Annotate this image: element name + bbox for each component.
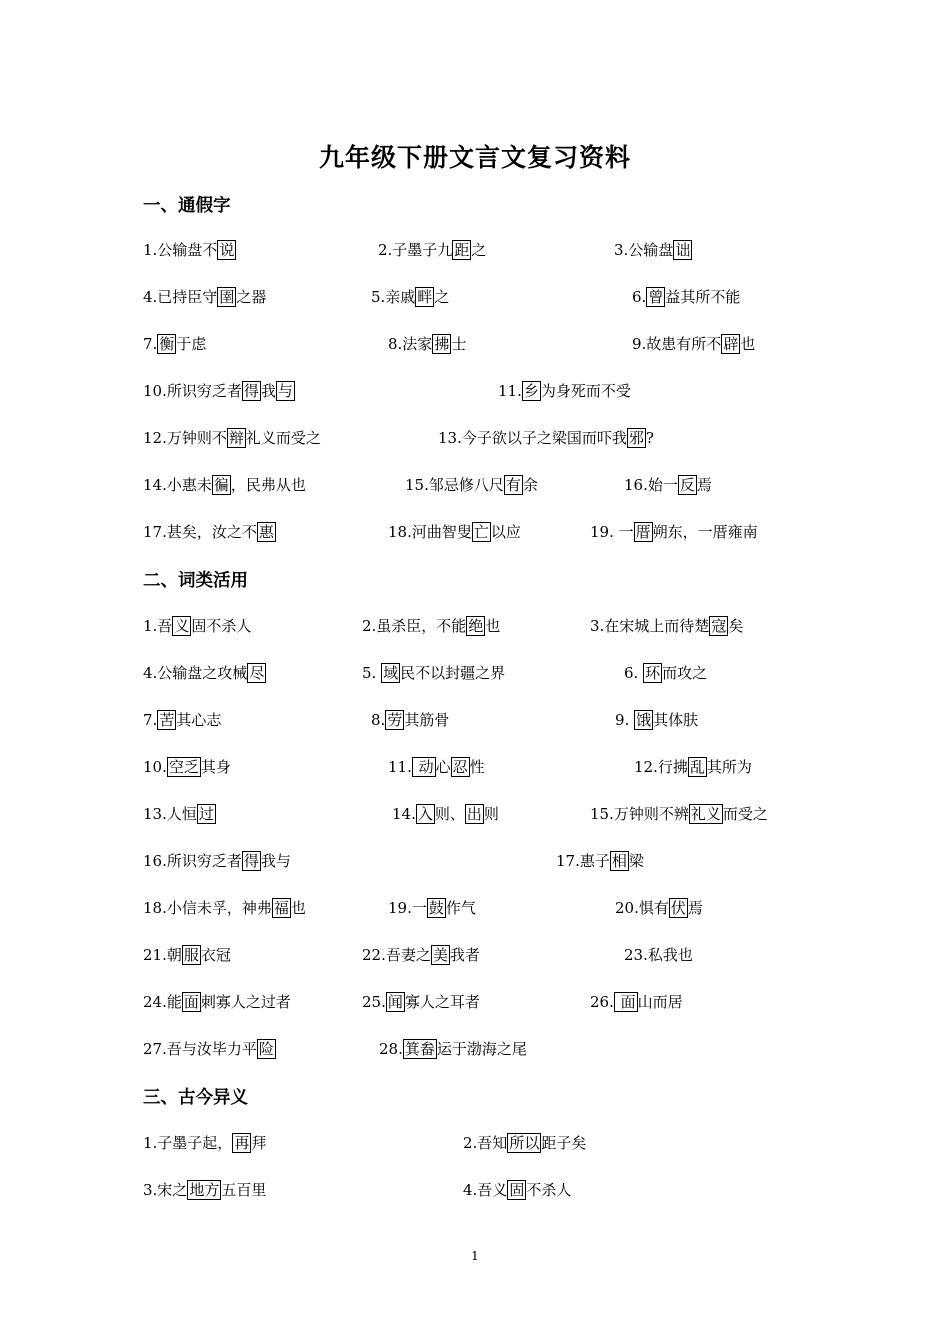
item-text: 19.一 [388, 899, 427, 917]
highlighted-character: 反 [679, 476, 695, 494]
list-item [143, 616, 251, 636]
list-item [362, 663, 505, 683]
highlighted-character: 面 [615, 993, 636, 1011]
item-text: 17.惠子 [556, 852, 610, 870]
highlighted-character: 说 [219, 241, 235, 259]
item-text: 我者 [449, 946, 480, 964]
list-item [590, 522, 758, 542]
item-text: 也 [485, 617, 501, 635]
item-text: 11. [498, 382, 522, 400]
item-text: 其筋骨 [404, 711, 450, 729]
page-title: 九年级下册文言文复习资料 [318, 143, 631, 172]
item-text: 16.始一 [624, 476, 678, 494]
item-text: 12.万钟则不 [143, 429, 227, 447]
item-text: 距子矣 [541, 1134, 587, 1152]
item-text: 19. 一 [590, 523, 634, 541]
highlighted-character: 忍 [452, 758, 468, 776]
item-text: 固不杀人 [191, 617, 252, 635]
highlighted-character: 伏 [670, 899, 686, 917]
item-text: 刺寡人之过者 [200, 993, 291, 1011]
item-text: 1.吾 [143, 617, 173, 635]
item-text: 3.宋之 [143, 1181, 188, 1199]
item-text: 不杀人 [526, 1181, 572, 1199]
item-text: 1.公输盘不 [143, 241, 218, 259]
item-text: 23.私我也 [624, 946, 693, 964]
item-text: 6. [632, 288, 647, 306]
item-text: 17.甚矣，汝之不 [143, 523, 257, 541]
list-item [590, 804, 768, 824]
list-item [634, 757, 752, 777]
item-text: 20.惧有 [615, 899, 669, 917]
list-item [143, 428, 321, 448]
item-text: 焉 [687, 899, 703, 917]
highlighted-character: 过 [198, 805, 214, 823]
item-text: 也 [290, 899, 306, 917]
item-text: 9. [615, 711, 635, 729]
item-text: 于虑 [176, 335, 207, 353]
item-text: 14.小惠未 [143, 476, 212, 494]
item-text: 而攻之 [662, 664, 708, 682]
highlighted-character: 寇 [711, 617, 727, 635]
highlighted-character: 地方 [189, 1181, 220, 1199]
item-text: 2.子墨子九 [378, 241, 453, 259]
item-text: 余 [522, 476, 538, 494]
list-item [498, 381, 631, 401]
item-text: 礼义而受之 [245, 429, 321, 447]
item-text: 24.能 [143, 993, 182, 1011]
item-text: 之 [471, 241, 487, 259]
list-item [378, 240, 486, 260]
item-text: 11. [388, 758, 412, 776]
item-text: 山而居 [637, 993, 683, 1011]
item-text: 8.法家 [388, 335, 433, 353]
item-text: 为身死而不受 [540, 382, 631, 400]
item-text: 27.吾与汝毕力平 [143, 1040, 257, 1058]
highlighted-character: 固 [509, 1181, 525, 1199]
list-item [615, 710, 698, 730]
item-text: 之器 [236, 288, 267, 306]
list-item [624, 945, 693, 965]
list-item [556, 851, 644, 871]
list-item [590, 616, 743, 636]
item-text: 16.所识穷乏者 [143, 852, 242, 870]
list-item [388, 522, 521, 542]
item-text: 其体肤 [653, 711, 699, 729]
list-item [405, 475, 538, 495]
item-text: ? [645, 429, 654, 447]
list-item [371, 710, 449, 730]
highlighted-character: 邪 [628, 429, 644, 447]
list-item [614, 240, 692, 260]
highlighted-character: 苦 [159, 711, 175, 729]
item-text: 18.河曲智叟 [388, 523, 472, 541]
item-text: 21.朝 [143, 946, 182, 964]
list-item [615, 898, 703, 918]
list-item [143, 851, 291, 871]
item-text: 矣 [728, 617, 744, 635]
item-text: 士 [451, 335, 467, 353]
highlighted-character: 徧 [213, 476, 229, 494]
list-item [362, 616, 500, 636]
highlighted-character: 美 [432, 946, 448, 964]
item-text: 12.行拂 [634, 758, 688, 776]
item-text: 而受之 [722, 805, 768, 823]
item-text: 焉 [696, 476, 712, 494]
highlighted-character: 空乏 [168, 758, 199, 776]
item-text: 五百里 [221, 1181, 267, 1199]
highlighted-character: 再 [234, 1134, 250, 1152]
list-item [463, 1180, 571, 1200]
highlighted-character: 相 [611, 852, 627, 870]
list-item [143, 1133, 266, 1153]
item-text: 则 [483, 805, 499, 823]
list-item [388, 334, 466, 354]
highlighted-character: 义 [174, 617, 190, 635]
list-item [371, 287, 449, 307]
item-text: 13.人恒 [143, 805, 197, 823]
highlighted-character: 畔 [417, 288, 433, 306]
list-item [143, 663, 266, 683]
page-number: 1 [471, 1249, 479, 1263]
list-item [143, 898, 306, 918]
item-text: 13.今子欲以子之梁国而吓我 [438, 429, 627, 447]
list-item [143, 804, 216, 824]
highlighted-character: 面 [183, 993, 199, 1011]
list-item [143, 992, 291, 1012]
item-text: 15.万钟则不辨 [590, 805, 689, 823]
highlighted-character: 出 [466, 805, 482, 823]
highlighted-character: 鼓 [428, 899, 444, 917]
list-item [143, 287, 266, 307]
list-item [388, 898, 476, 918]
item-text: 其心志 [176, 711, 222, 729]
item-text: 1.子墨子起， [143, 1134, 233, 1152]
highlighted-character: 劳 [387, 711, 403, 729]
highlighted-character: 衡 [159, 335, 175, 353]
list-item [143, 757, 231, 777]
list-item [379, 1039, 527, 1059]
section-heading-gujinyiyi: 三、古今异义 [143, 1088, 248, 1108]
highlighted-character: 箕畚 [404, 1040, 435, 1058]
item-text: 2.吾知 [463, 1134, 508, 1152]
item-text: 心 [435, 758, 451, 776]
item-text: 3.在宋城上而待楚 [590, 617, 710, 635]
list-item [362, 992, 480, 1012]
highlighted-character: 距 [454, 241, 470, 259]
section-heading-cileihuoyong: 二、词类活用 [143, 571, 248, 591]
item-text: 25. [362, 993, 386, 1011]
item-text: 其身 [200, 758, 231, 776]
item-text: 民不以封疆之界 [400, 664, 506, 682]
highlighted-character: 乱 [689, 758, 705, 776]
list-item [438, 428, 654, 448]
item-text: 寡人之耳者 [404, 993, 480, 1011]
item-text: 之 [434, 288, 450, 306]
item-text: 2.虽杀臣，不能 [362, 617, 467, 635]
item-text: 15.邹忌修八尺 [405, 476, 504, 494]
item-text: 也 [740, 335, 756, 353]
item-text: 9.故患有所不 [632, 335, 722, 353]
highlighted-character: 入 [417, 805, 433, 823]
highlighted-character: 饿 [636, 711, 652, 729]
highlighted-character: 绝 [468, 617, 484, 635]
item-text: 10.所识穷乏者 [143, 382, 242, 400]
list-item [143, 710, 221, 730]
list-item [590, 992, 683, 1012]
item-text: ，民弗从也 [230, 476, 306, 494]
item-text: 以应 [490, 523, 521, 541]
highlighted-character: 曾 [648, 288, 664, 306]
item-text: 3.公输盘 [614, 241, 674, 259]
highlighted-character: 所以 [509, 1134, 540, 1152]
item-text: 我与 [260, 852, 291, 870]
item-text: 作气 [445, 899, 476, 917]
section-heading-tongjiazi: 一、通假字 [143, 196, 231, 216]
highlighted-character: 亡 [473, 523, 489, 541]
highlighted-character: 礼义 [690, 805, 721, 823]
item-text: 14. [392, 805, 416, 823]
item-text: 衣冠 [200, 946, 231, 964]
item-text: 10. [143, 758, 167, 776]
item-text: 5.亲戚 [371, 288, 416, 306]
highlighted-character: 域 [383, 664, 399, 682]
list-item [143, 240, 236, 260]
highlighted-character: 乡 [523, 382, 539, 400]
item-text: 性 [469, 758, 485, 776]
item-text: 拜 [251, 1134, 267, 1152]
item-text: 4.吾义 [463, 1181, 508, 1199]
item-text: 18.小信未孚，神弗 [143, 899, 272, 917]
item-text: 梁 [628, 852, 644, 870]
highlighted-character: 惠 [258, 523, 274, 541]
highlighted-character: 拂 [434, 335, 450, 353]
item-text: 其所为 [706, 758, 752, 776]
list-item [632, 287, 740, 307]
highlighted-character: 得 [243, 852, 259, 870]
item-text: 4.公输盘之攻械 [143, 664, 248, 682]
list-item [143, 945, 231, 965]
highlighted-character: 动 [413, 758, 434, 776]
highlighted-character: 福 [273, 899, 289, 917]
highlighted-character: 环 [645, 664, 661, 682]
list-item [463, 1133, 586, 1153]
item-text: 7. [143, 335, 158, 353]
list-item [143, 475, 306, 495]
item-text: 7. [143, 711, 158, 729]
item-text: 则、 [434, 805, 465, 823]
item-text: 益其所不能 [665, 288, 741, 306]
list-item [143, 1180, 266, 1200]
highlighted-character: 险 [258, 1040, 274, 1058]
item-text: 6. [624, 664, 644, 682]
highlighted-character: 厝 [635, 523, 651, 541]
item-text: 28. [379, 1040, 403, 1058]
list-item [624, 663, 707, 683]
highlighted-character: 与 [277, 382, 293, 400]
list-item [392, 804, 499, 824]
list-item [632, 334, 755, 354]
highlighted-character: 有 [505, 476, 521, 494]
list-item [362, 945, 480, 965]
list-item [143, 522, 276, 542]
highlighted-character: 尽 [249, 664, 265, 682]
list-item [143, 381, 295, 401]
item-text: 运于渤海之尾 [436, 1040, 527, 1058]
highlighted-character: 诎 [675, 241, 691, 259]
list-item [388, 757, 485, 777]
item-text: 5. [362, 664, 382, 682]
item-text: 8. [371, 711, 386, 729]
list-item [624, 475, 712, 495]
highlighted-character: 圉 [219, 288, 235, 306]
item-text: 我 [260, 382, 276, 400]
highlighted-character: 服 [183, 946, 199, 964]
highlighted-character: 闻 [387, 993, 403, 1011]
highlighted-character: 辩 [228, 429, 244, 447]
highlighted-character: 得 [243, 382, 259, 400]
item-text: 朔东，一厝雍南 [652, 523, 758, 541]
item-text: 22.吾妻之 [362, 946, 431, 964]
highlighted-character: 辟 [723, 335, 739, 353]
list-item [143, 1039, 276, 1059]
item-text: 4.已持臣守 [143, 288, 218, 306]
list-item [143, 334, 206, 354]
item-text: 26. [590, 993, 614, 1011]
